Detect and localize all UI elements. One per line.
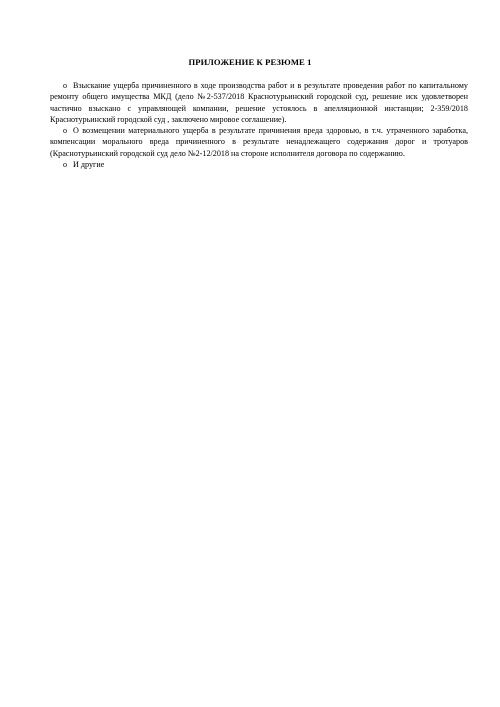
- case-list: [50, 80, 468, 170]
- bullet-circle-icon: o: [63, 160, 67, 170]
- list-item-text: О возмещении материального ущерба в результате причинения вреда здоровью, в т.ч. утраченного заработка, компенсации морального вреда причиненного в результате ненадлежащего содержания дорог и тротуаров (Краснотурьинский городской суд дело №2-12/2018 на стороне исполнителя договора по содержанию.: [50, 126, 468, 158]
- list-item: [50, 80, 468, 125]
- document-title: ПРИЛОЖЕНИЕ К РЕЗЮМЕ 1: [188, 57, 312, 67]
- list-item-text: И другие: [73, 160, 105, 170]
- list-item-text: Взыскание ущерба причиненного в ходе производства работ и в результате проведения работ по капитальному ремонту общего имущества МКД (дело №2-537/2018 Краснотурьинский городской суд, решение иск удовлетворен частично взыскано с управляющей компании, решение устоялось в апелляционной инстанции; 2-359/2018 Краснотурьинский городской суд , заключено мировое соглашение).: [50, 81, 468, 124]
- list-item: [50, 159, 468, 170]
- list-item: [50, 125, 468, 159]
- bullet-circle-icon: o: [63, 126, 67, 136]
- bullet-circle-icon: o: [63, 81, 67, 90]
